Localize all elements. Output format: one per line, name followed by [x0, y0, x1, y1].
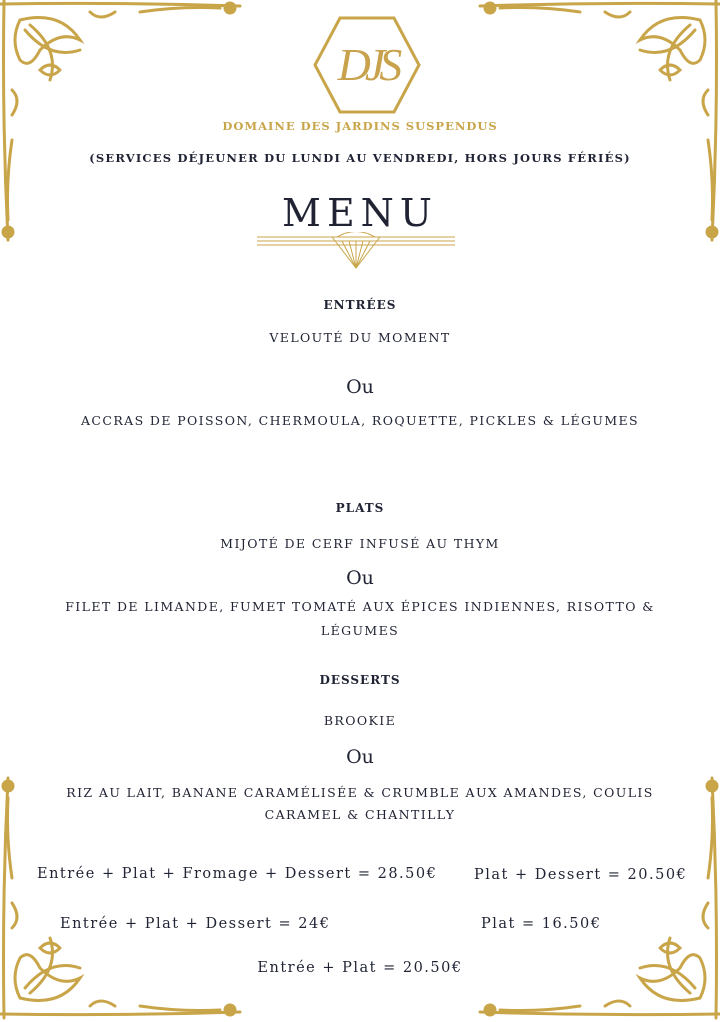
dish-plat-1: MIJOTÉ DE CERF INFUSÉ AU THYM — [220, 536, 500, 551]
price-formula-plat-dessert: Plat + Dessert = 20.50€ — [474, 867, 688, 883]
dish-entree-2: ACCRAS DE POISSON, CHERMOULA, ROQUETTE, PICKLES & LÉGUMES — [80, 413, 640, 428]
dish-entree-1: VELOUTÉ DU MOMENT — [269, 330, 451, 345]
estate-name: DOMAINE DES JARDINS SUSPENDUS — [222, 119, 498, 133]
services-note: (SERVICES DÉJEUNER DU LUNDI AU VENDREDI, HORS JOURS FÉRIÉS) — [89, 151, 631, 165]
section-heading-plats: PLATS — [335, 501, 385, 515]
price-formula-full: Entrée + Plat + Fromage + Dessert = 28.50€ — [37, 866, 438, 882]
dish-plat-2-line-2: LÉGUMES — [320, 623, 400, 638]
price-formula-entree-plat: Entrée + Plat = 20.50€ — [257, 960, 463, 976]
dish-dessert-1: BROOKIE — [323, 713, 397, 728]
page-title: MENU — [282, 191, 438, 235]
logo-monogram: DJS — [337, 39, 397, 90]
price-formula-entree-plat-dessert: Entrée + Plat + Dessert = 24€ — [60, 916, 331, 932]
or-separator-entrees: Ou — [346, 376, 374, 398]
section-heading-desserts: DESSERTS — [319, 673, 401, 687]
dish-dessert-2-line-2: CARAMEL & CHANTILLY — [264, 807, 456, 822]
art-deco-fan-icon — [257, 232, 455, 272]
dish-plat-2-line-1: FILET DE LIMANDE, FUMET TOMATÉ AUX ÉPICES INDIENNES, RISOTTO & — [65, 599, 655, 614]
or-separator-plats: Ou — [346, 567, 374, 589]
price-formula-plat: Plat = 16.50€ — [481, 916, 602, 932]
dish-dessert-2-line-1: RIZ AU LAIT, BANANE CARAMÉLISÉE & CRUMBLE AUX AMANDES, COULIS — [66, 785, 654, 800]
or-separator-desserts: Ou — [346, 746, 374, 768]
section-heading-entrees: ENTRÉES — [323, 298, 397, 312]
